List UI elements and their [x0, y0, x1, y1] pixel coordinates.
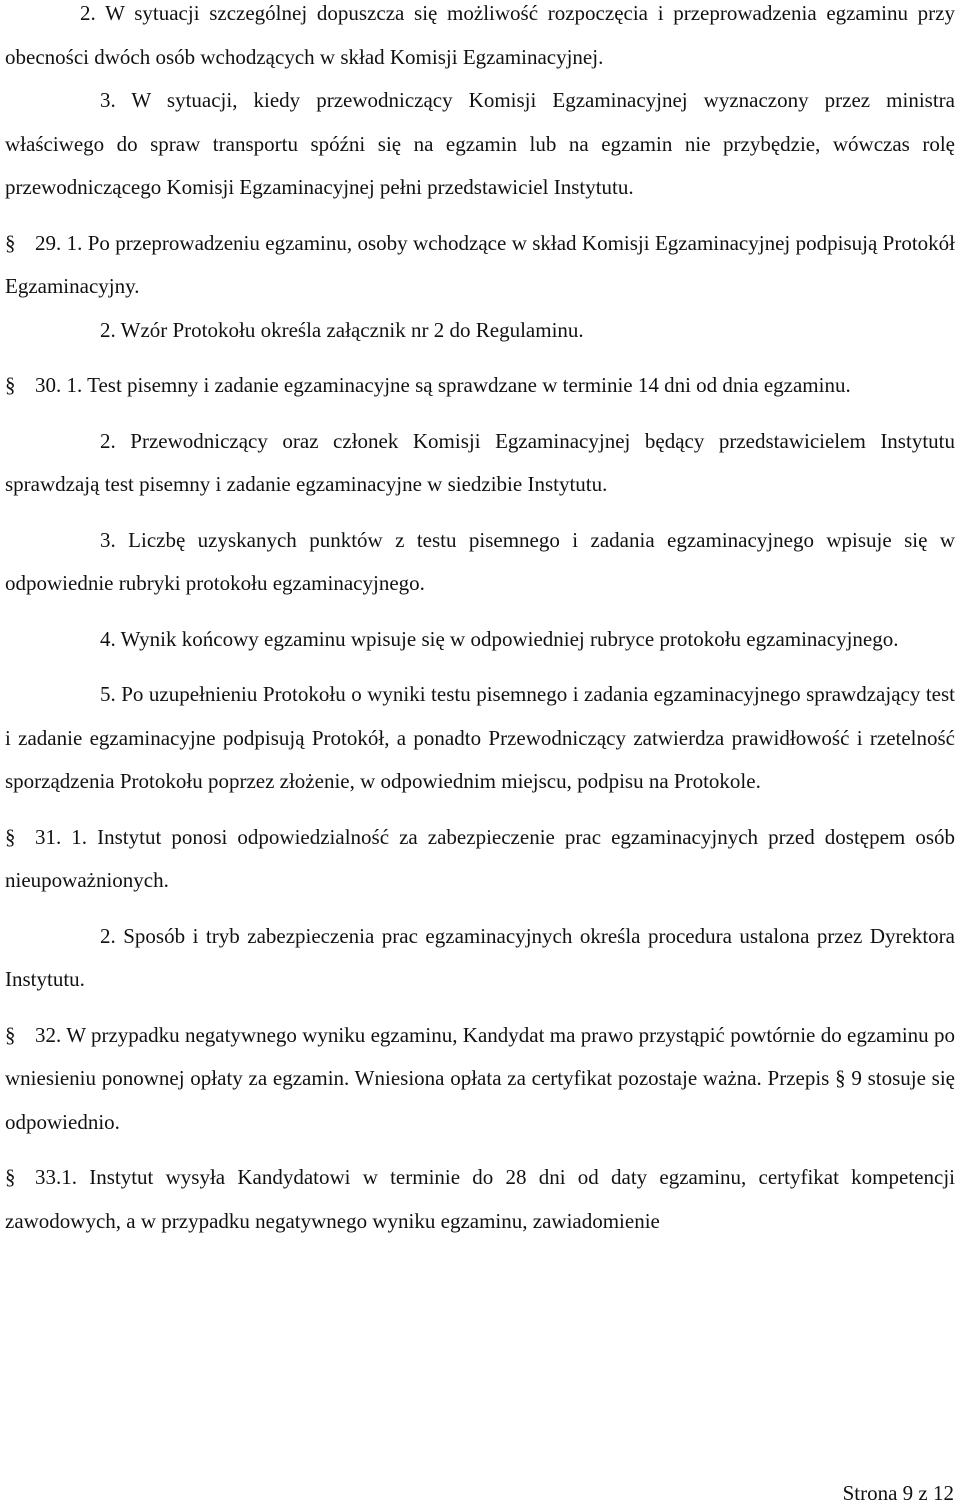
page-number: Strona 9 z 12 — [842, 1481, 954, 1505]
paragraph-29-1: § 29. 1. Po przeprowadzeniu egzaminu, osoby wchodzące w skład Komisji Egzaminacyjnej podpisują Protokół Egzaminacyjny. — [5, 222, 955, 309]
paragraph-31-2: 2. Sposób i tryb zabezpieczenia prac egzaminacyjnych określa procedura ustalona przez Dyrektora Instytutu. — [5, 923, 955, 991]
paragraph-30-4: 4. Wynik końcowy egzaminu wpisuje się w odpowiedniej rubryce protokołu egzaminacyjnego. — [100, 626, 899, 651]
paragraph-30-2: 2. Przewodniczący oraz członek Komisji Egzaminacyjnej będący przedstawicielem Instytutu sprawdzają test pisemny i zadanie egzaminacyjne w siedzibie Instytutu. — [5, 428, 955, 496]
document-page — [5, 0, 955, 1243]
section-sign-icon: § — [5, 373, 16, 397]
paragraph-28-2: 2. W sytuacji szczególnej dopuszcza się możliwość rozpoczęcia i przeprowadzenia egzaminu przy obecności dwóch osób wchodzących w skład Komisji Egzaminacyjnej. — [5, 1, 955, 69]
paragraph-32: § 32. W przypadku negatywnego wyniku egzaminu, Kandydat ma prawo przystąpić powtórnie do egzaminu po wniesieniu ponownej opłaty za egzamin. Wniesiona opłata za certyfikat pozostaje ważna. Przepis § 9 stosuje się odpowiednio. — [5, 1014, 955, 1145]
section-sign-icon: § — [5, 230, 16, 255]
paragraph-33-1: § 33.1. Instytut wysyła Kandydatowi w terminie do 28 dni od daty egzaminu, certyfikat kompetencji zawodowych, a w przypadku negatywnego wyniku egzaminu, zawiadomienie — [5, 1156, 955, 1243]
section-sign-icon: § — [5, 1165, 16, 1189]
section-sign-icon: § — [5, 1022, 16, 1047]
paragraph-29-2: 2. Wzór Protokołu określa załącznik nr 2 do Regulaminu. — [100, 317, 584, 342]
paragraph-31-1: § 31. 1. Instytut ponosi odpowiedzialność za zabezpieczenie prac egzaminacyjnych przed dostępem osób nieupoważnionych. — [5, 816, 955, 903]
paragraph-28-3: 3. W sytuacji, kiedy przewodniczący Komisji Egzaminacyjnej wyznaczony przez ministra właściwego do spraw transportu spóźni się na egzamin lub na egzamin nie przybędzie, wówczas rolę przewodniczącego Komisji Egzaminacyjnej pełni przedstawiciel Instytutu. — [5, 88, 955, 199]
paragraph-30-1: § 30. 1. Test pisemny i zadanie egzaminacyjne są sprawdzane w terminie 14 dni od dnia egzaminu. — [5, 364, 955, 408]
paragraph-30-5: 5. Po uzupełnieniu Protokołu o wyniki testu pisemnego i zadania egzaminacyjnego sprawdzający test i zadanie egzaminacyjne podpisują Protokół, a ponadto Przewodniczący zatwierdza prawidłowość i rzetelność sporządzenia Protokołu poprzez złożenie, w odpowiednim miejscu, podpisu na Protokole. — [5, 682, 955, 793]
section-sign-icon: § — [5, 824, 16, 849]
paragraph-30-3: 3. Liczbę uzyskanych punktów z testu pisemnego i zadania egzaminacyjnego wpisuje się w odpowiednie rubryki protokołu egzaminacyjnego. — [5, 527, 955, 595]
